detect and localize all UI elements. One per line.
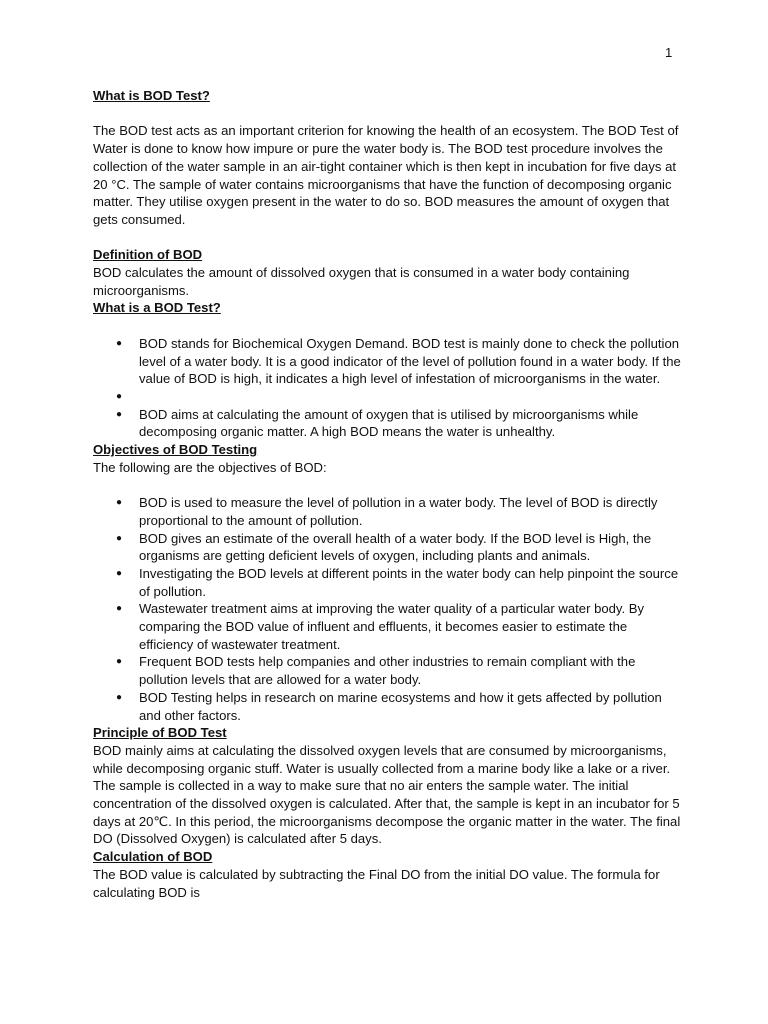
heading-calculation-of-bod: Calculation of BOD [93, 849, 213, 865]
list-item: ● BOD gives an estimate of the overall health of a water body. If the BOD level is High, the organisms are getting deficient levels of oxygen, including plants and animals. [93, 530, 681, 565]
list-item: ● Investigating the BOD levels at different points in the water body can help pinpoint the source of pollution. [93, 565, 681, 600]
list-item: ● BOD aims at calculating the amount of oxygen that is utilised by microorganisms while decomposing organic matter. A high BOD means the water is unhealthy. [93, 406, 681, 441]
heading-what-is-bod-test: What is BOD Test? [93, 88, 210, 103]
page-number: 1 [665, 45, 673, 60]
heading-objectives-of-bod-testing: Objectives of BOD Testing [93, 442, 258, 457]
objectives-bullet-list [93, 494, 681, 724]
intro-paragraph: The BOD test acts as an important criterion for knowing the health of an ecosystem. The BOD Test of Water is done to know how impure or pure the water body is. The BOD test procedure involves the collection of the water sample in an air-tight container which is then kept in incubation for five days at 20 °C. The sample of water contains microorganisms that have the function of decomposing organic matter. They utilise oxygen present in the water to do so. BOD measures the amount of oxygen that gets consumed. [93, 123, 679, 227]
list-item: ● Wastewater treatment aims at improving the water quality of a particular water body. By comparing the BOD value of influent and effluents, it becomes easier to estimate the efficiency of wastewater treatment. [93, 600, 681, 653]
objectives-intro: The following are the objectives of BOD: [93, 459, 327, 475]
list-item: ● BOD Testing helps in research on marine ecosystems and how it gets affected by pollution and other factors. [93, 689, 681, 724]
list-item: ● Frequent BOD tests help companies and other industries to remain compliant with the pollution levels that are allowed for a water body. [93, 653, 681, 688]
list-item: ● BOD is used to measure the level of pollution in a water body. The level of BOD is directly proportional to the amount of pollution. [93, 494, 681, 529]
calculation-paragraph: The BOD value is calculated by subtracting the Final DO from the initial DO value. The formula for calculating BOD is [93, 866, 660, 900]
list-item: ● BOD stands for Biochemical Oxygen Demand. BOD test is mainly done to check the pollution level of a water body. It is a good indicator of the level of pollution found in a water body. If the value of BOD is high, it indicates a high level of infestation of microorganisms in the water. [93, 335, 681, 388]
heading-what-is-a-bod-test: What is a BOD Test? [93, 300, 221, 316]
what-is-bullet-list [93, 335, 681, 441]
document-body [93, 87, 681, 901]
definition-paragraph: BOD calculates the amount of dissolved oxygen that is consumed in a water body containing microorganisms. [93, 265, 630, 298]
principle-paragraph: BOD mainly aims at calculating the dissolved oxygen levels that are consumed by microorganisms, while decomposing organic stuff. Water is usually collected from a marine body like a lake or a river. The sample is collected in a way to make sure that no air enters the sample water. The initial concentration of the dissolved oxygen is calculated. After that, the sample is kept in an incubator for 5 days at 20℃. In this period, the microorganisms decompose the organic matter in the water. The final DO (Dissolved Oxygen) is calculated after 5 days. [93, 742, 681, 847]
heading-definition-of-bod: Definition of BOD [93, 247, 203, 263]
heading-principle-of-bod-test: Principle of BOD Test [93, 725, 227, 741]
